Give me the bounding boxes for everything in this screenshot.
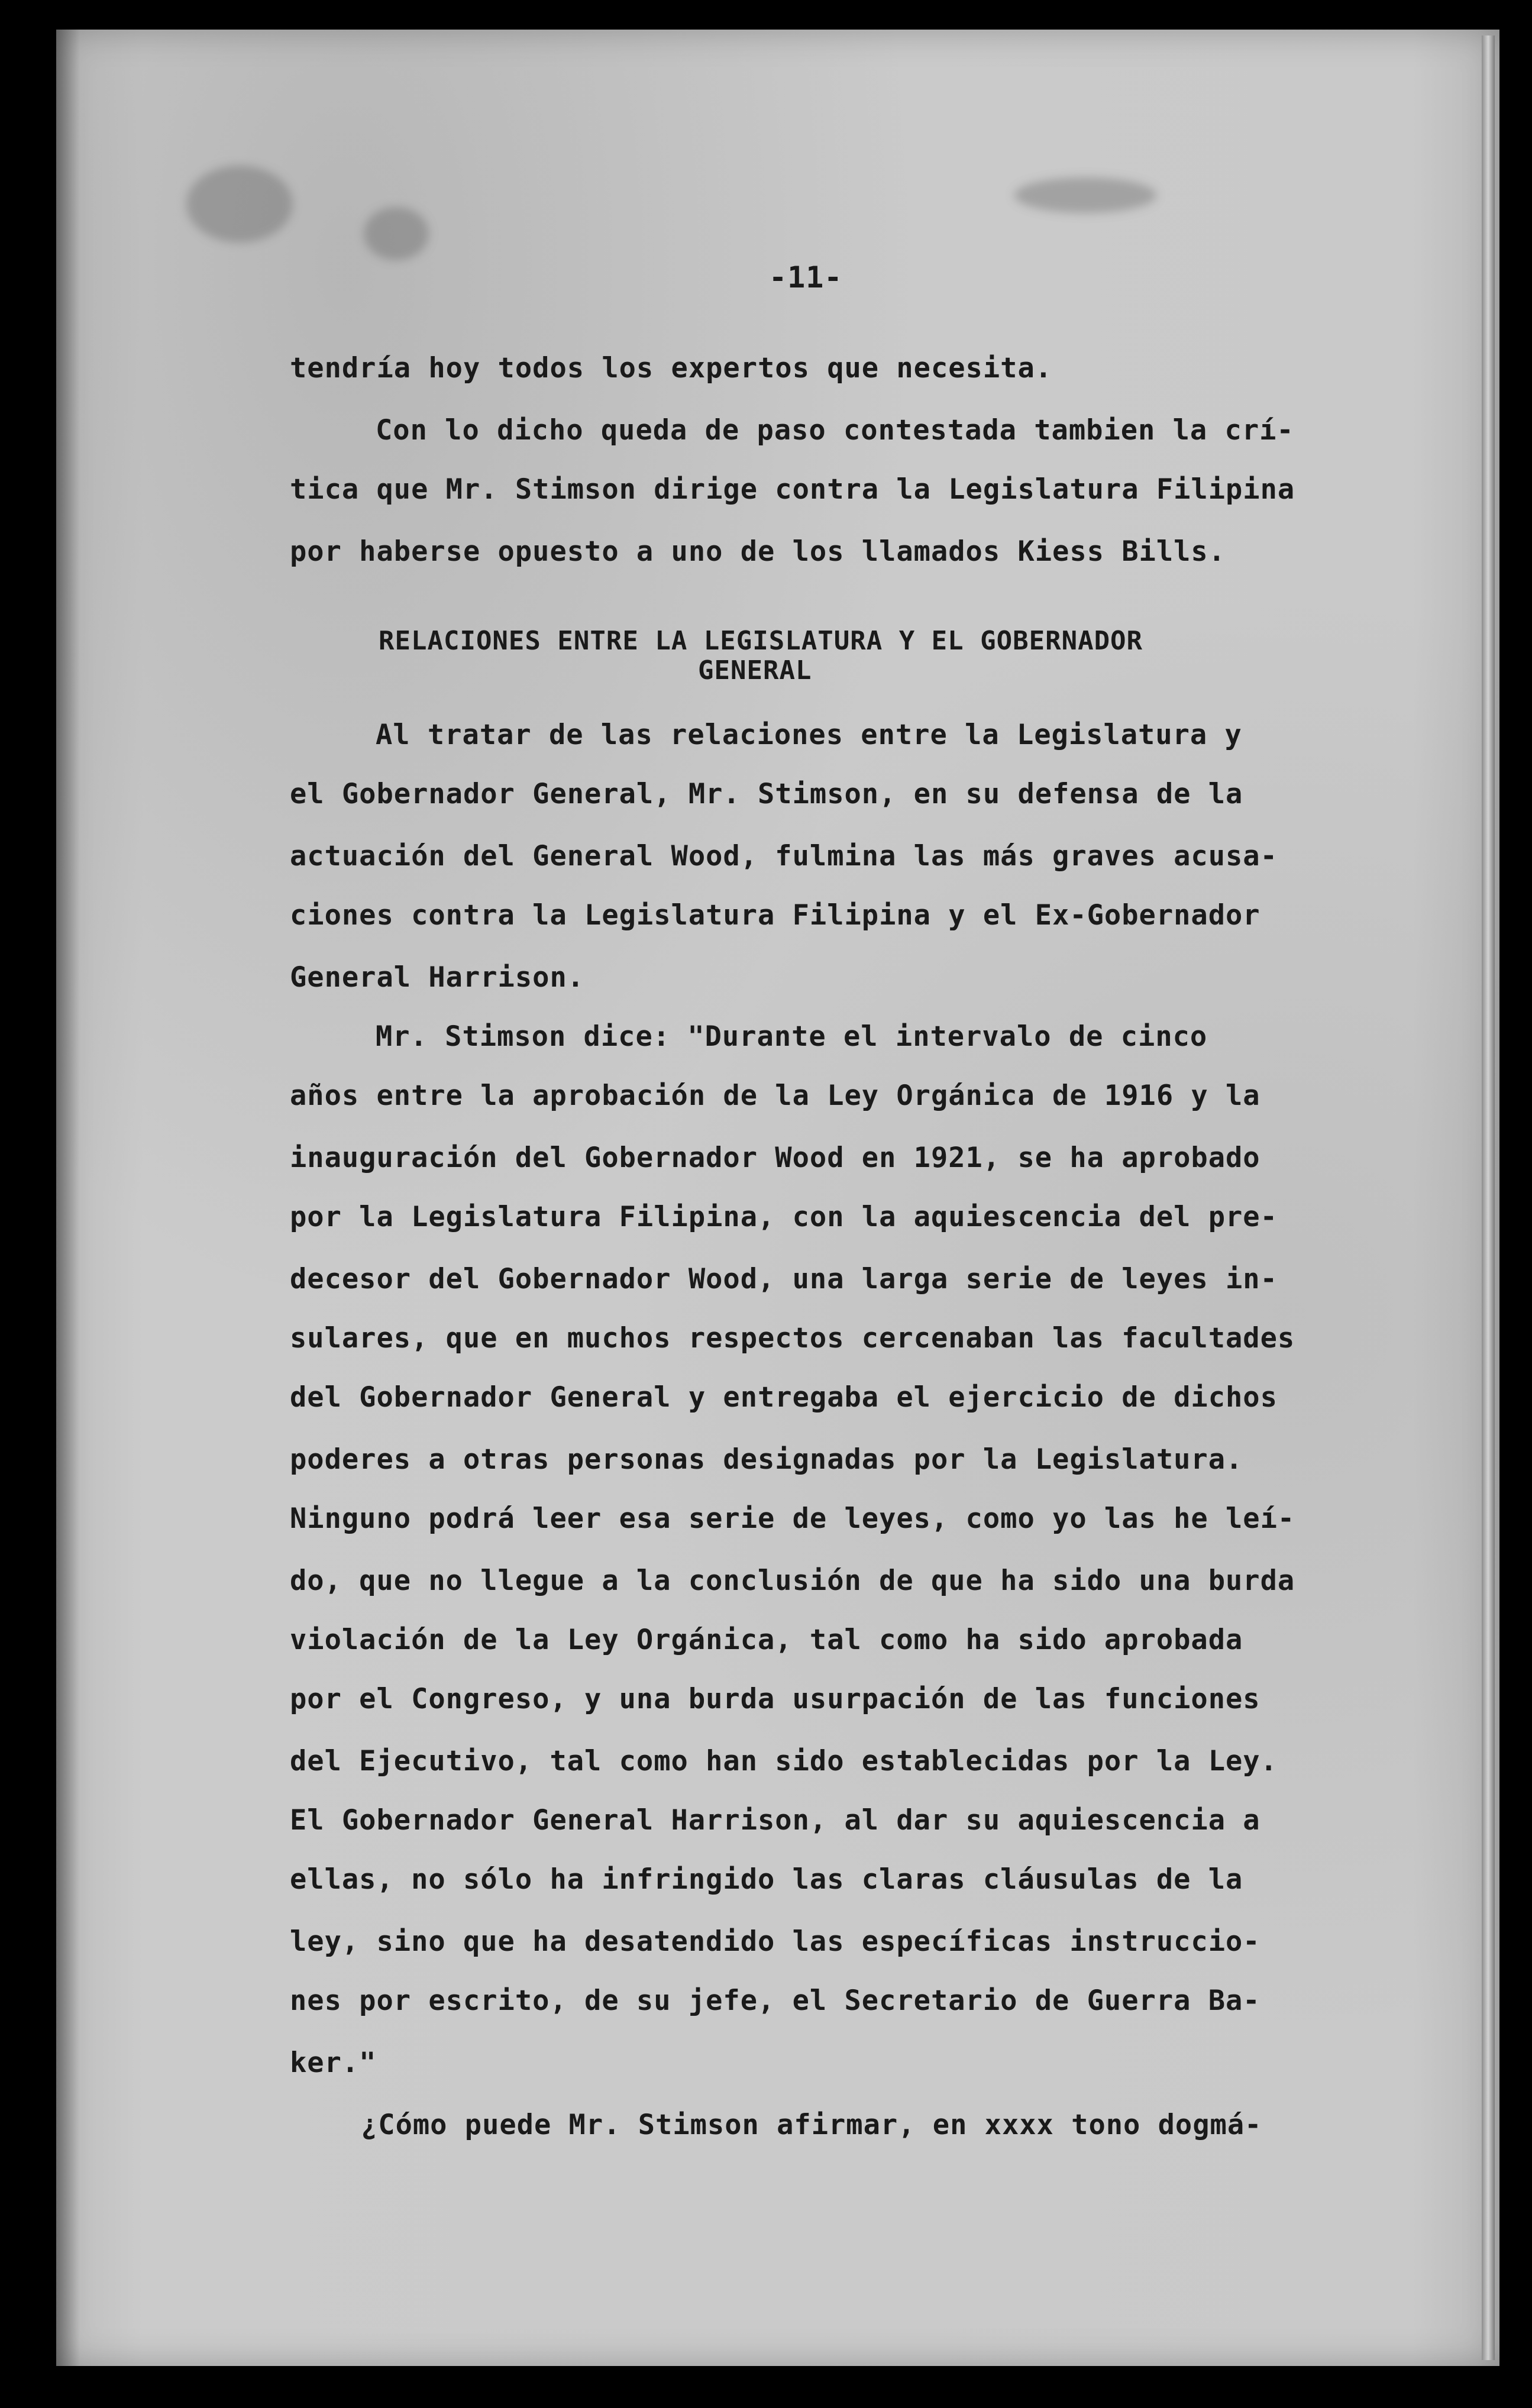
text-line: nes por escrito, de su jefe, el Secretario de Guerra Ba- — [290, 1984, 1260, 2017]
text-line: do, que no llegue a la conclusión de que ha sido una burda — [290, 1565, 1295, 1597]
text-line: del Ejecutivo, tal como han sido establecidas por la Ley. — [290, 1745, 1278, 1777]
text-line: ker." — [290, 2047, 377, 2079]
text-line: por el Congreso, y una burda usurpación de las funciones — [290, 1683, 1260, 1715]
text-line: Con lo dicho queda de paso contestada tambien la crí- — [376, 414, 1294, 447]
text-line: El Gobernador General Harrison, al dar su aquiescencia a — [290, 1804, 1260, 1837]
text-line: sulares, que en muchos respectos cercenaban las facultades — [290, 1322, 1295, 1355]
text-line: ¿Cómo puede Mr. Stimson afirmar, en xxxx tono dogmá- — [361, 2109, 1262, 2141]
text-line: el Gobernador General, Mr. Stimson, en su defensa de la — [290, 778, 1243, 810]
text-line: del Gobernador General y entregaba el ejercicio de dichos — [290, 1381, 1278, 1414]
text-line: tica que Mr. Stimson dirige contra la Legislatura Filipina — [290, 473, 1295, 506]
page-number: -11- — [769, 260, 843, 295]
text-line: por la Legislatura Filipina, con la aquiescencia del pre- — [290, 1201, 1278, 1233]
page-edge — [1482, 35, 1495, 2360]
text-line: ellas, no sólo ha infringido las claras cláusulas de la — [290, 1863, 1243, 1896]
text-line: ciones contra la Legislatura Filipina y el Ex-Gobernador — [290, 899, 1260, 932]
text-line: Mr. Stimson dice: "Durante el intervalo de cinco — [376, 1020, 1208, 1053]
text-line: por haberse opuesto a uno de los llamados Kiess Bills. — [290, 535, 1226, 568]
section-heading-continued: GENERAL — [698, 655, 812, 686]
text-line: decesor del Gobernador Wood, una larga serie de leyes in- — [290, 1263, 1278, 1295]
text-line: inauguración del Gobernador Wood en 1921, se ha aprobado — [290, 1142, 1260, 1174]
section-heading: RELACIONES ENTRE LA LEGISLATURA Y EL GOBERNADOR — [379, 626, 1143, 656]
text-line: Al tratar de las relaciones entre la Legislatura y — [376, 719, 1242, 751]
text-line: violación de la Ley Orgánica, tal como ha sido aprobada — [290, 1624, 1243, 1656]
page-left-shadow — [56, 30, 80, 2366]
text-line: General Harrison. — [290, 961, 585, 994]
text-line: tendría hoy todos los expertos que necesita. — [290, 352, 1053, 384]
text-line: actuación del General Wood, fulmina las más graves acusa- — [290, 840, 1278, 872]
text-line: ley, sino que ha desatendido las específicas instruccio- — [290, 1925, 1260, 1958]
text-line: poderes a otras personas designadas por la Legislatura. — [290, 1443, 1243, 1476]
text-line: años entre la aprobación de la Ley Orgánica de 1916 y la — [290, 1079, 1260, 1112]
text-line: Ninguno podrá leer esa serie de leyes, como yo las he leí- — [290, 1502, 1295, 1535]
